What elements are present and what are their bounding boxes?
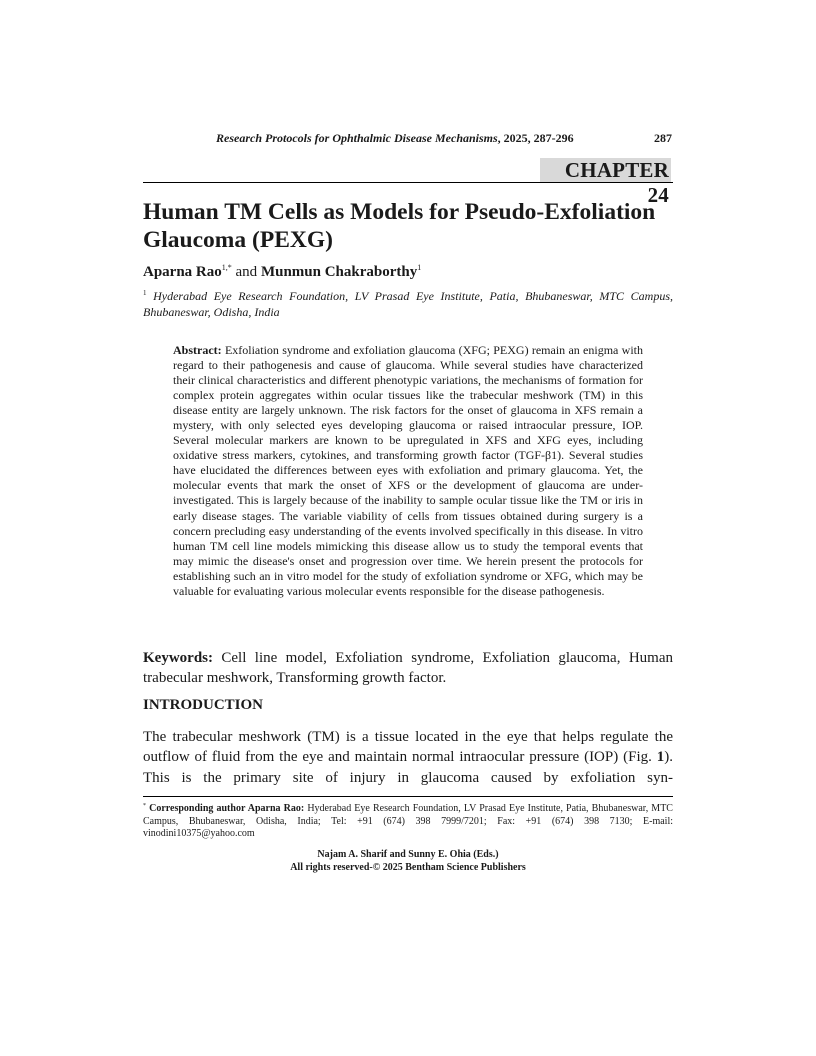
abstract: [173, 343, 643, 599]
author-affiliation-marker: 1: [417, 263, 422, 272]
chapter-rule: [143, 182, 673, 183]
author-line: [143, 263, 421, 281]
author-connector: and: [231, 264, 261, 280]
affiliation: [143, 285, 673, 320]
keywords-label: Keywords:: [143, 650, 213, 666]
journal-details: , 2025, 287-296: [497, 131, 574, 145]
footnote-text: Hyderabad Eye Research Foundation, LV Prasad Eye Institute, Patia, Bhubaneswar, MTC Campus, Bhubaneswar, Odisha, India; Tel: +91 (674) 398 7999/7201; Fax: +91 (674) 398 7130; E-mail: vinodini10375@yahoo.com: [143, 803, 673, 840]
abstract-label: Abstract:: [173, 343, 222, 357]
page-number: 287: [654, 131, 672, 145]
intro-text: The trabecular meshwork (TM) is a tissue located in the eye that helps regulate the outflow of fluid from the eye and maintain normal intraocular pressure (IOP) (Fig.: [143, 729, 673, 766]
abstract-text: Exfoliation syndrome and exfoliation glaucoma (XFG; PEXG) remain an enigma with regard to their pathogenesis and cause of glaucoma. While several studies have characterized their clinical characteristics and different phenotypic variations, the mechanisms of formation for complex protein aggregates within ocular tissues like the trabecular meshwork (TM) in this disease entity are largely unknown. The risk factors for the onset of glaucoma in XFS remain a mystery, with only selected eyes developing glaucoma or raised intraocular pressure, IOP. Several molecular markers are known to be upregulated in XFS and XFG eyes, including oxidative stress markers, cytokines, and transforming growth factor (TGF-β1). Several studies have elucidated the differences between eyes with exfoliation and primary glaucoma. Yet, the molecular events that mark the onset of XFS or the development of glaucoma are under-investigated. This is largely because of the inability to sample ocular tissue like the TM or iris in early disease stages. The variable viability of cells from tissues obtained during surgery is a concern precluding easy understanding of the events involved specifically in this disease. In vitro human TM cell line models mimicking this disease allow us to study the temporal events that may mimic the disease's onset and progression over time. We herein present the protocols for establishing such an in vitro model for the study of exfoliation syndrome or XFG, which may be valuable for evaluating various molecular events responsible for the disease pathogenesis.: [173, 343, 643, 598]
copyright-line: All rights reserved-© 2025 Bentham Science Publishers: [290, 862, 526, 873]
chapter-label: CHAPTER 24: [540, 158, 671, 182]
footnote-marker: *: [143, 803, 146, 809]
editors-line: Najam A. Sharif and Sunny E. Ohia (Eds.): [317, 849, 499, 860]
figure-reference: 1: [656, 749, 665, 766]
author-affiliation-marker: 1,*: [221, 263, 232, 272]
keywords-text: Cell line model, Exfoliation syndrome, Exfoliation glaucoma, Human trabecular meshwork, Transforming growth factor.: [143, 650, 673, 686]
keywords: [143, 648, 673, 688]
footnote-label: Corresponding author Aparna Rao:: [146, 803, 305, 814]
running-head: [216, 131, 574, 146]
intro-paragraph: [143, 727, 673, 788]
section-heading-introduction: INTRODUCTION: [143, 697, 264, 713]
affiliation-marker: 1: [143, 289, 147, 297]
author-name: Munmun Chakraborthy: [260, 264, 418, 280]
journal-title: Research Protocols for Ophthalmic Disease Mechanisms: [216, 131, 498, 145]
footnote-rule: [143, 796, 673, 797]
editors-block: [143, 848, 673, 874]
page-title: Human TM Cells as Models for Pseudo-Exfoliation Glaucoma (PEXG): [143, 199, 656, 253]
footnote: [143, 800, 673, 841]
intro-text: ). This is the primary site of injury in glaucoma caused by exfoliation syn-: [143, 749, 673, 786]
author-name: Aparna Rao: [143, 264, 222, 280]
affiliation-text: Hyderabad Eye Research Foundation, LV Prasad Eye Institute, Patia, Bhubaneswar, MTC Campus, Bhubaneswar, Odisha, India: [143, 289, 673, 319]
